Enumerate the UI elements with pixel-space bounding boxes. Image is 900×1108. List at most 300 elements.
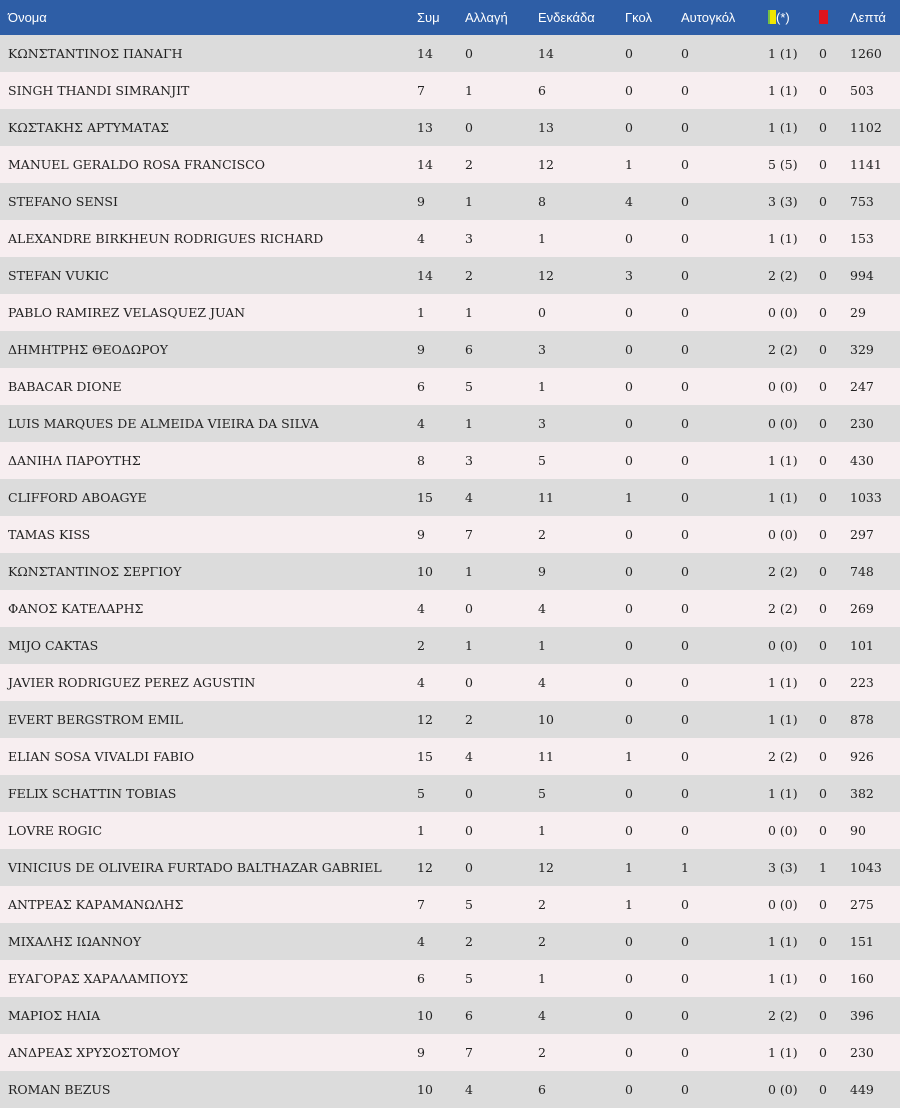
starting-cell: 4 (538, 675, 546, 690)
sub-cell: 0 (465, 46, 473, 61)
goals-cell: 0 (625, 934, 633, 949)
yellow-card-suffix: (*) (776, 10, 790, 25)
column-header-name[interactable]: Όνομα (8, 10, 47, 25)
red-cards-cell: 0 (819, 194, 827, 209)
sub-cell: 1 (465, 638, 473, 653)
starting-cell: 8 (538, 194, 546, 209)
red-cards-cell: 0 (819, 453, 827, 468)
apps-cell: 1 (417, 305, 425, 320)
apps-cell: 10 (417, 1008, 433, 1023)
yellow-cards-cell: 2 (2) (768, 749, 798, 764)
goals-cell: 0 (625, 342, 633, 357)
red-cards-cell: 0 (819, 1045, 827, 1060)
player-name: ΜΑΡΙΟΣ ΗΛΙΑ (8, 1008, 101, 1023)
apps-cell: 10 (417, 1082, 433, 1097)
goals-cell: 3 (625, 268, 633, 283)
goals-cell: 0 (625, 601, 633, 616)
table-row (0, 146, 900, 183)
sub-cell: 1 (465, 564, 473, 579)
starting-cell: 1 (538, 823, 546, 838)
own-goals-cell: 0 (681, 749, 689, 764)
goals-cell: 0 (625, 564, 633, 579)
own-goals-cell: 0 (681, 46, 689, 61)
own-goals-cell: 0 (681, 268, 689, 283)
starting-cell: 3 (538, 416, 546, 431)
table-row (0, 886, 900, 923)
apps-cell: 12 (417, 860, 433, 875)
minutes-cell: 503 (850, 83, 874, 98)
minutes-cell: 1102 (850, 120, 882, 135)
own-goals-cell: 0 (681, 786, 689, 801)
table-row (0, 960, 900, 997)
table-row (0, 627, 900, 664)
red-cards-cell: 1 (819, 860, 827, 875)
own-goals-cell: 0 (681, 601, 689, 616)
table-row (0, 331, 900, 368)
player-name: MANUEL GERALDO ROSA FRANCISCO (8, 157, 265, 172)
sub-cell: 5 (465, 971, 473, 986)
own-goals-cell: 0 (681, 1008, 689, 1023)
red-cards-cell: 0 (819, 786, 827, 801)
yellow-cards-cell: 1 (1) (768, 83, 798, 98)
own-goals-cell: 0 (681, 971, 689, 986)
player-name: ΔΑΝΙΗΛ ΠΑΡΟΥΤΗΣ (8, 453, 141, 468)
goals-cell: 1 (625, 490, 633, 505)
table-row (0, 701, 900, 738)
sub-cell: 2 (465, 268, 473, 283)
goals-cell: 0 (625, 675, 633, 690)
own-goals-cell: 0 (681, 157, 689, 172)
goals-cell: 1 (625, 897, 633, 912)
apps-cell: 7 (417, 83, 425, 98)
starting-cell: 11 (538, 490, 554, 505)
table-row (0, 849, 900, 886)
yellow-cards-cell: 0 (0) (768, 416, 798, 431)
column-header-yellow-cards[interactable] (768, 0, 819, 35)
yellow-cards-cell: 0 (0) (768, 638, 798, 653)
starting-cell: 6 (538, 83, 546, 98)
yellow-cards-cell: 1 (1) (768, 675, 798, 690)
starting-cell: 2 (538, 897, 546, 912)
minutes-cell: 160 (850, 971, 874, 986)
red-cards-cell: 0 (819, 934, 827, 949)
sub-cell: 2 (465, 157, 473, 172)
goals-cell: 0 (625, 786, 633, 801)
goals-cell: 0 (625, 120, 633, 135)
own-goals-cell: 0 (681, 342, 689, 357)
own-goals-cell: 0 (681, 638, 689, 653)
minutes-cell: 753 (850, 194, 874, 209)
sub-cell: 4 (465, 1082, 473, 1097)
player-name: ΚΩΝΣΤΑΝΤΙΝΟΣ ΠΑΝΑΓΗ (8, 46, 183, 61)
apps-cell: 9 (417, 342, 425, 357)
minutes-cell: 1141 (850, 157, 882, 172)
table-row (0, 1034, 900, 1071)
sub-cell: 3 (465, 453, 473, 468)
red-cards-cell: 0 (819, 601, 827, 616)
yellow-cards-cell: 3 (3) (768, 860, 798, 875)
goals-cell: 1 (625, 157, 633, 172)
starting-cell: 14 (538, 46, 554, 61)
apps-cell: 9 (417, 1045, 425, 1060)
apps-cell: 4 (417, 675, 425, 690)
table-row (0, 1071, 900, 1108)
player-name: ΔΗΜΗΤΡΗΣ ΘΕΟΔΩΡΟΥ (8, 342, 169, 357)
table-row (0, 775, 900, 812)
sub-cell: 2 (465, 934, 473, 949)
minutes-cell: 994 (850, 268, 874, 283)
goals-cell: 0 (625, 305, 633, 320)
player-name: STEFANO SENSI (8, 194, 118, 209)
starting-cell: 0 (538, 305, 546, 320)
goals-cell: 0 (625, 1082, 633, 1097)
player-name: TAMAS KISS (8, 527, 91, 542)
sub-cell: 7 (465, 1045, 473, 1060)
sub-cell: 1 (465, 416, 473, 431)
table-row (0, 442, 900, 479)
red-cards-cell: 0 (819, 749, 827, 764)
apps-cell: 14 (417, 46, 433, 61)
goals-cell: 0 (625, 379, 633, 394)
goals-cell: 0 (625, 712, 633, 727)
starting-cell: 5 (538, 786, 546, 801)
table-row (0, 812, 900, 849)
own-goals-cell: 0 (681, 305, 689, 320)
table-row (0, 997, 900, 1034)
player-name: JAVIER RODRIGUEZ PEREZ AGUSTIN (8, 675, 256, 690)
apps-cell: 10 (417, 564, 433, 579)
minutes-cell: 926 (850, 749, 874, 764)
player-name: ΑΝΤΡΕΑΣ ΚΑΡΑΜΑΝΩΛΗΣ (8, 897, 184, 912)
sub-cell: 1 (465, 83, 473, 98)
red-cards-cell: 0 (819, 490, 827, 505)
goals-cell: 0 (625, 1008, 633, 1023)
minutes-cell: 1033 (850, 490, 882, 505)
minutes-cell: 269 (850, 601, 874, 616)
starting-cell: 5 (538, 453, 546, 468)
own-goals-cell: 0 (681, 897, 689, 912)
player-name: ΑΝΔΡΕΑΣ ΧΡΥΣΟΣΤΟΜΟΥ (8, 1045, 180, 1060)
apps-cell: 12 (417, 712, 433, 727)
red-cards-cell: 0 (819, 157, 827, 172)
minutes-cell: 449 (850, 1082, 874, 1097)
starting-cell: 12 (538, 860, 554, 875)
starting-cell: 2 (538, 1045, 546, 1060)
table-row (0, 257, 900, 294)
own-goals-cell: 0 (681, 120, 689, 135)
apps-cell: 2 (417, 638, 425, 653)
sub-cell: 6 (465, 1008, 473, 1023)
minutes-cell: 382 (850, 786, 874, 801)
starting-cell: 1 (538, 231, 546, 246)
own-goals-cell: 0 (681, 1045, 689, 1060)
yellow-cards-cell: 1 (1) (768, 231, 798, 246)
header-row (0, 0, 900, 35)
own-goals-cell: 0 (681, 934, 689, 949)
minutes-cell: 151 (850, 934, 874, 949)
table-row (0, 405, 900, 442)
starting-cell: 11 (538, 749, 554, 764)
sub-cell: 0 (465, 120, 473, 135)
minutes-cell: 153 (850, 231, 874, 246)
yellow-cards-cell: 1 (1) (768, 453, 798, 468)
own-goals-cell: 0 (681, 379, 689, 394)
starting-cell: 13 (538, 120, 554, 135)
yellow-cards-cell: 0 (0) (768, 897, 798, 912)
yellow-cards-cell: 1 (1) (768, 934, 798, 949)
yellow-cards-cell: 1 (1) (768, 712, 798, 727)
red-cards-cell: 0 (819, 268, 827, 283)
player-name: MIJO CAKTAS (8, 638, 99, 653)
table-row (0, 72, 900, 109)
own-goals-cell: 0 (681, 712, 689, 727)
player-name: BABACAR DIONE (8, 379, 122, 394)
table-row (0, 553, 900, 590)
yellow-cards-cell: 2 (2) (768, 564, 798, 579)
own-goals-cell: 1 (681, 860, 689, 875)
table-header (0, 0, 900, 35)
table-row (0, 923, 900, 960)
apps-cell: 8 (417, 453, 425, 468)
red-cards-cell: 0 (819, 342, 827, 357)
starting-cell: 9 (538, 564, 546, 579)
apps-cell: 4 (417, 416, 425, 431)
sub-cell: 0 (465, 823, 473, 838)
player-name: STEFAN VUKIC (8, 268, 109, 283)
yellow-cards-cell: 1 (1) (768, 120, 798, 135)
sub-cell: 0 (465, 601, 473, 616)
own-goals-cell: 0 (681, 83, 689, 98)
player-name: FELIX SCHATTIN TOBIAS (8, 786, 177, 801)
table-row (0, 109, 900, 146)
apps-cell: 1 (417, 823, 425, 838)
apps-cell: 15 (417, 490, 433, 505)
apps-cell: 7 (417, 897, 425, 912)
column-header-apps[interactable]: Συμ (417, 10, 440, 25)
player-name: ΕΥΑΓΟΡΑΣ ΧΑΡΑΛΑΜΠΟΥΣ (8, 971, 189, 986)
table-row (0, 738, 900, 775)
starting-cell: 1 (538, 638, 546, 653)
column-header-goals[interactable]: Γκολ (625, 10, 652, 25)
player-name: ELIAN SOSA VIVALDI FABIO (8, 749, 195, 764)
yellow-cards-cell: 2 (2) (768, 601, 798, 616)
yellow-cards-cell: 0 (0) (768, 305, 798, 320)
red-cards-cell: 0 (819, 46, 827, 61)
yellow-cards-cell: 1 (1) (768, 786, 798, 801)
apps-cell: 15 (417, 749, 433, 764)
column-header-red-cards[interactable] (819, 0, 850, 35)
sub-cell: 1 (465, 194, 473, 209)
player-name: ΦΑΝΟΣ ΚΑΤΕΛΑΡΗΣ (8, 601, 144, 616)
yellow-cards-cell: 0 (0) (768, 823, 798, 838)
goals-cell: 0 (625, 453, 633, 468)
yellow-cards-cell: 3 (3) (768, 194, 798, 209)
yellow-cards-cell: 0 (0) (768, 1082, 798, 1097)
table-body (0, 35, 900, 1108)
player-name: PABLO RAMIREZ VELASQUEZ JUAN (8, 305, 246, 320)
minutes-cell: 247 (850, 379, 874, 394)
yellow-cards-cell: 5 (5) (768, 157, 798, 172)
goals-cell: 0 (625, 638, 633, 653)
goals-cell: 0 (625, 46, 633, 61)
yellow-cards-cell: 1 (1) (768, 46, 798, 61)
table-row (0, 664, 900, 701)
player-name: ΚΩΝΣΤΑΝΤΙΝΟΣ ΣΕΡΓΙΟΥ (8, 564, 182, 579)
red-cards-cell: 0 (819, 305, 827, 320)
column-header-minutes[interactable]: Λεπτά (850, 10, 886, 25)
own-goals-cell: 0 (681, 453, 689, 468)
red-cards-cell: 0 (819, 231, 827, 246)
minutes-cell: 748 (850, 564, 874, 579)
goals-cell: 1 (625, 860, 633, 875)
sub-cell: 5 (465, 897, 473, 912)
player-name: ALEXANDRE BIRKHEUN RODRIGUES RICHARD (8, 231, 324, 246)
own-goals-cell: 0 (681, 527, 689, 542)
column-header-starting[interactable]: Ενδεκάδα (538, 10, 595, 25)
starting-cell: 1 (538, 379, 546, 394)
red-cards-cell: 0 (819, 564, 827, 579)
own-goals-cell: 0 (681, 416, 689, 431)
own-goals-cell: 0 (681, 490, 689, 505)
minutes-cell: 275 (850, 897, 874, 912)
minutes-cell: 101 (850, 638, 874, 653)
goals-cell: 0 (625, 527, 633, 542)
red-cards-cell: 0 (819, 83, 827, 98)
sub-cell: 7 (465, 527, 473, 542)
red-card-icon (819, 10, 828, 24)
player-name: LUIS MARQUES DE ALMEIDA VIEIRA DA SILVA (8, 416, 319, 431)
minutes-cell: 878 (850, 712, 874, 727)
apps-cell: 4 (417, 934, 425, 949)
player-name: CLIFFORD ABOAGYE (8, 490, 147, 505)
red-cards-cell: 0 (819, 1082, 827, 1097)
yellow-cards-cell: 2 (2) (768, 268, 798, 283)
minutes-cell: 1043 (850, 860, 882, 875)
sub-cell: 4 (465, 749, 473, 764)
apps-cell: 9 (417, 527, 425, 542)
own-goals-cell: 0 (681, 823, 689, 838)
yellow-cards-cell: 0 (0) (768, 527, 798, 542)
sub-cell: 4 (465, 490, 473, 505)
apps-cell: 9 (417, 194, 425, 209)
starting-cell: 2 (538, 934, 546, 949)
starting-cell: 6 (538, 1082, 546, 1097)
player-name: ΜΙΧΑΛΗΣ ΙΩΑΝΝΟΥ (8, 934, 142, 949)
red-cards-cell: 0 (819, 675, 827, 690)
own-goals-cell: 0 (681, 1082, 689, 1097)
table-row (0, 479, 900, 516)
own-goals-cell: 0 (681, 675, 689, 690)
goals-cell: 0 (625, 823, 633, 838)
red-cards-cell: 0 (819, 897, 827, 912)
apps-cell: 14 (417, 157, 433, 172)
own-goals-cell: 0 (681, 194, 689, 209)
minutes-cell: 329 (850, 342, 874, 357)
yellow-cards-cell: 1 (1) (768, 1045, 798, 1060)
yellow-cards-cell: 1 (1) (768, 490, 798, 505)
goals-cell: 0 (625, 231, 633, 246)
red-cards-cell: 0 (819, 823, 827, 838)
yellow-card-icon (768, 10, 776, 24)
red-cards-cell: 0 (819, 971, 827, 986)
apps-cell: 13 (417, 120, 433, 135)
apps-cell: 14 (417, 268, 433, 283)
starting-cell: 2 (538, 527, 546, 542)
starting-cell: 12 (538, 268, 554, 283)
table-row (0, 183, 900, 220)
minutes-cell: 297 (850, 527, 874, 542)
own-goals-cell: 0 (681, 564, 689, 579)
apps-cell: 5 (417, 786, 425, 801)
yellow-cards-cell: 0 (0) (768, 379, 798, 394)
table-row (0, 220, 900, 257)
table-row (0, 35, 900, 72)
minutes-cell: 230 (850, 1045, 874, 1060)
starting-cell: 3 (538, 342, 546, 357)
table-row (0, 516, 900, 553)
apps-cell: 4 (417, 231, 425, 246)
goals-cell: 0 (625, 971, 633, 986)
apps-cell: 6 (417, 971, 425, 986)
player-name: LOVRE ROGIC (8, 823, 103, 838)
table-row (0, 294, 900, 331)
column-header-sub[interactable]: Αλλαγή (465, 10, 508, 25)
starting-cell: 4 (538, 1008, 546, 1023)
player-name: SINGH THANDI SIMRANJIT (8, 83, 190, 98)
red-cards-cell: 0 (819, 120, 827, 135)
own-goals-cell: 0 (681, 231, 689, 246)
minutes-cell: 90 (850, 823, 866, 838)
sub-cell: 0 (465, 860, 473, 875)
minutes-cell: 396 (850, 1008, 874, 1023)
table-row (0, 368, 900, 405)
table-row (0, 590, 900, 627)
yellow-cards-cell: 2 (2) (768, 1008, 798, 1023)
yellow-cards-cell: 2 (2) (768, 342, 798, 357)
sub-cell: 5 (465, 379, 473, 394)
goals-cell: 4 (625, 194, 633, 209)
sub-cell: 6 (465, 342, 473, 357)
player-name: ΚΩΣΤΑΚΗΣ ΑΡΤΥΜΑΤΑΣ (8, 120, 170, 135)
sub-cell: 0 (465, 786, 473, 801)
apps-cell: 6 (417, 379, 425, 394)
red-cards-cell: 0 (819, 379, 827, 394)
red-cards-cell: 0 (819, 638, 827, 653)
player-name: VINICIUS DE OLIVEIRA FURTADO BALTHAZAR GABRIEL (8, 860, 382, 875)
minutes-cell: 1260 (850, 46, 882, 61)
starting-cell: 10 (538, 712, 554, 727)
minutes-cell: 223 (850, 675, 874, 690)
red-cards-cell: 0 (819, 416, 827, 431)
minutes-cell: 430 (850, 453, 874, 468)
red-cards-cell: 0 (819, 527, 827, 542)
column-header-own-goals[interactable]: Αυτογκόλ (681, 10, 736, 25)
sub-cell: 2 (465, 712, 473, 727)
sub-cell: 0 (465, 675, 473, 690)
goals-cell: 0 (625, 416, 633, 431)
starting-cell: 1 (538, 971, 546, 986)
starting-cell: 4 (538, 601, 546, 616)
red-cards-cell: 0 (819, 712, 827, 727)
minutes-cell: 29 (850, 305, 866, 320)
yellow-cards-cell: 1 (1) (768, 971, 798, 986)
player-name: ROMAN BEZUS (8, 1082, 111, 1097)
sub-cell: 1 (465, 305, 473, 320)
minutes-cell: 230 (850, 416, 874, 431)
player-name: EVERT BERGSTROM EMIL (8, 712, 183, 727)
goals-cell: 0 (625, 1045, 633, 1060)
red-cards-cell: 0 (819, 1008, 827, 1023)
